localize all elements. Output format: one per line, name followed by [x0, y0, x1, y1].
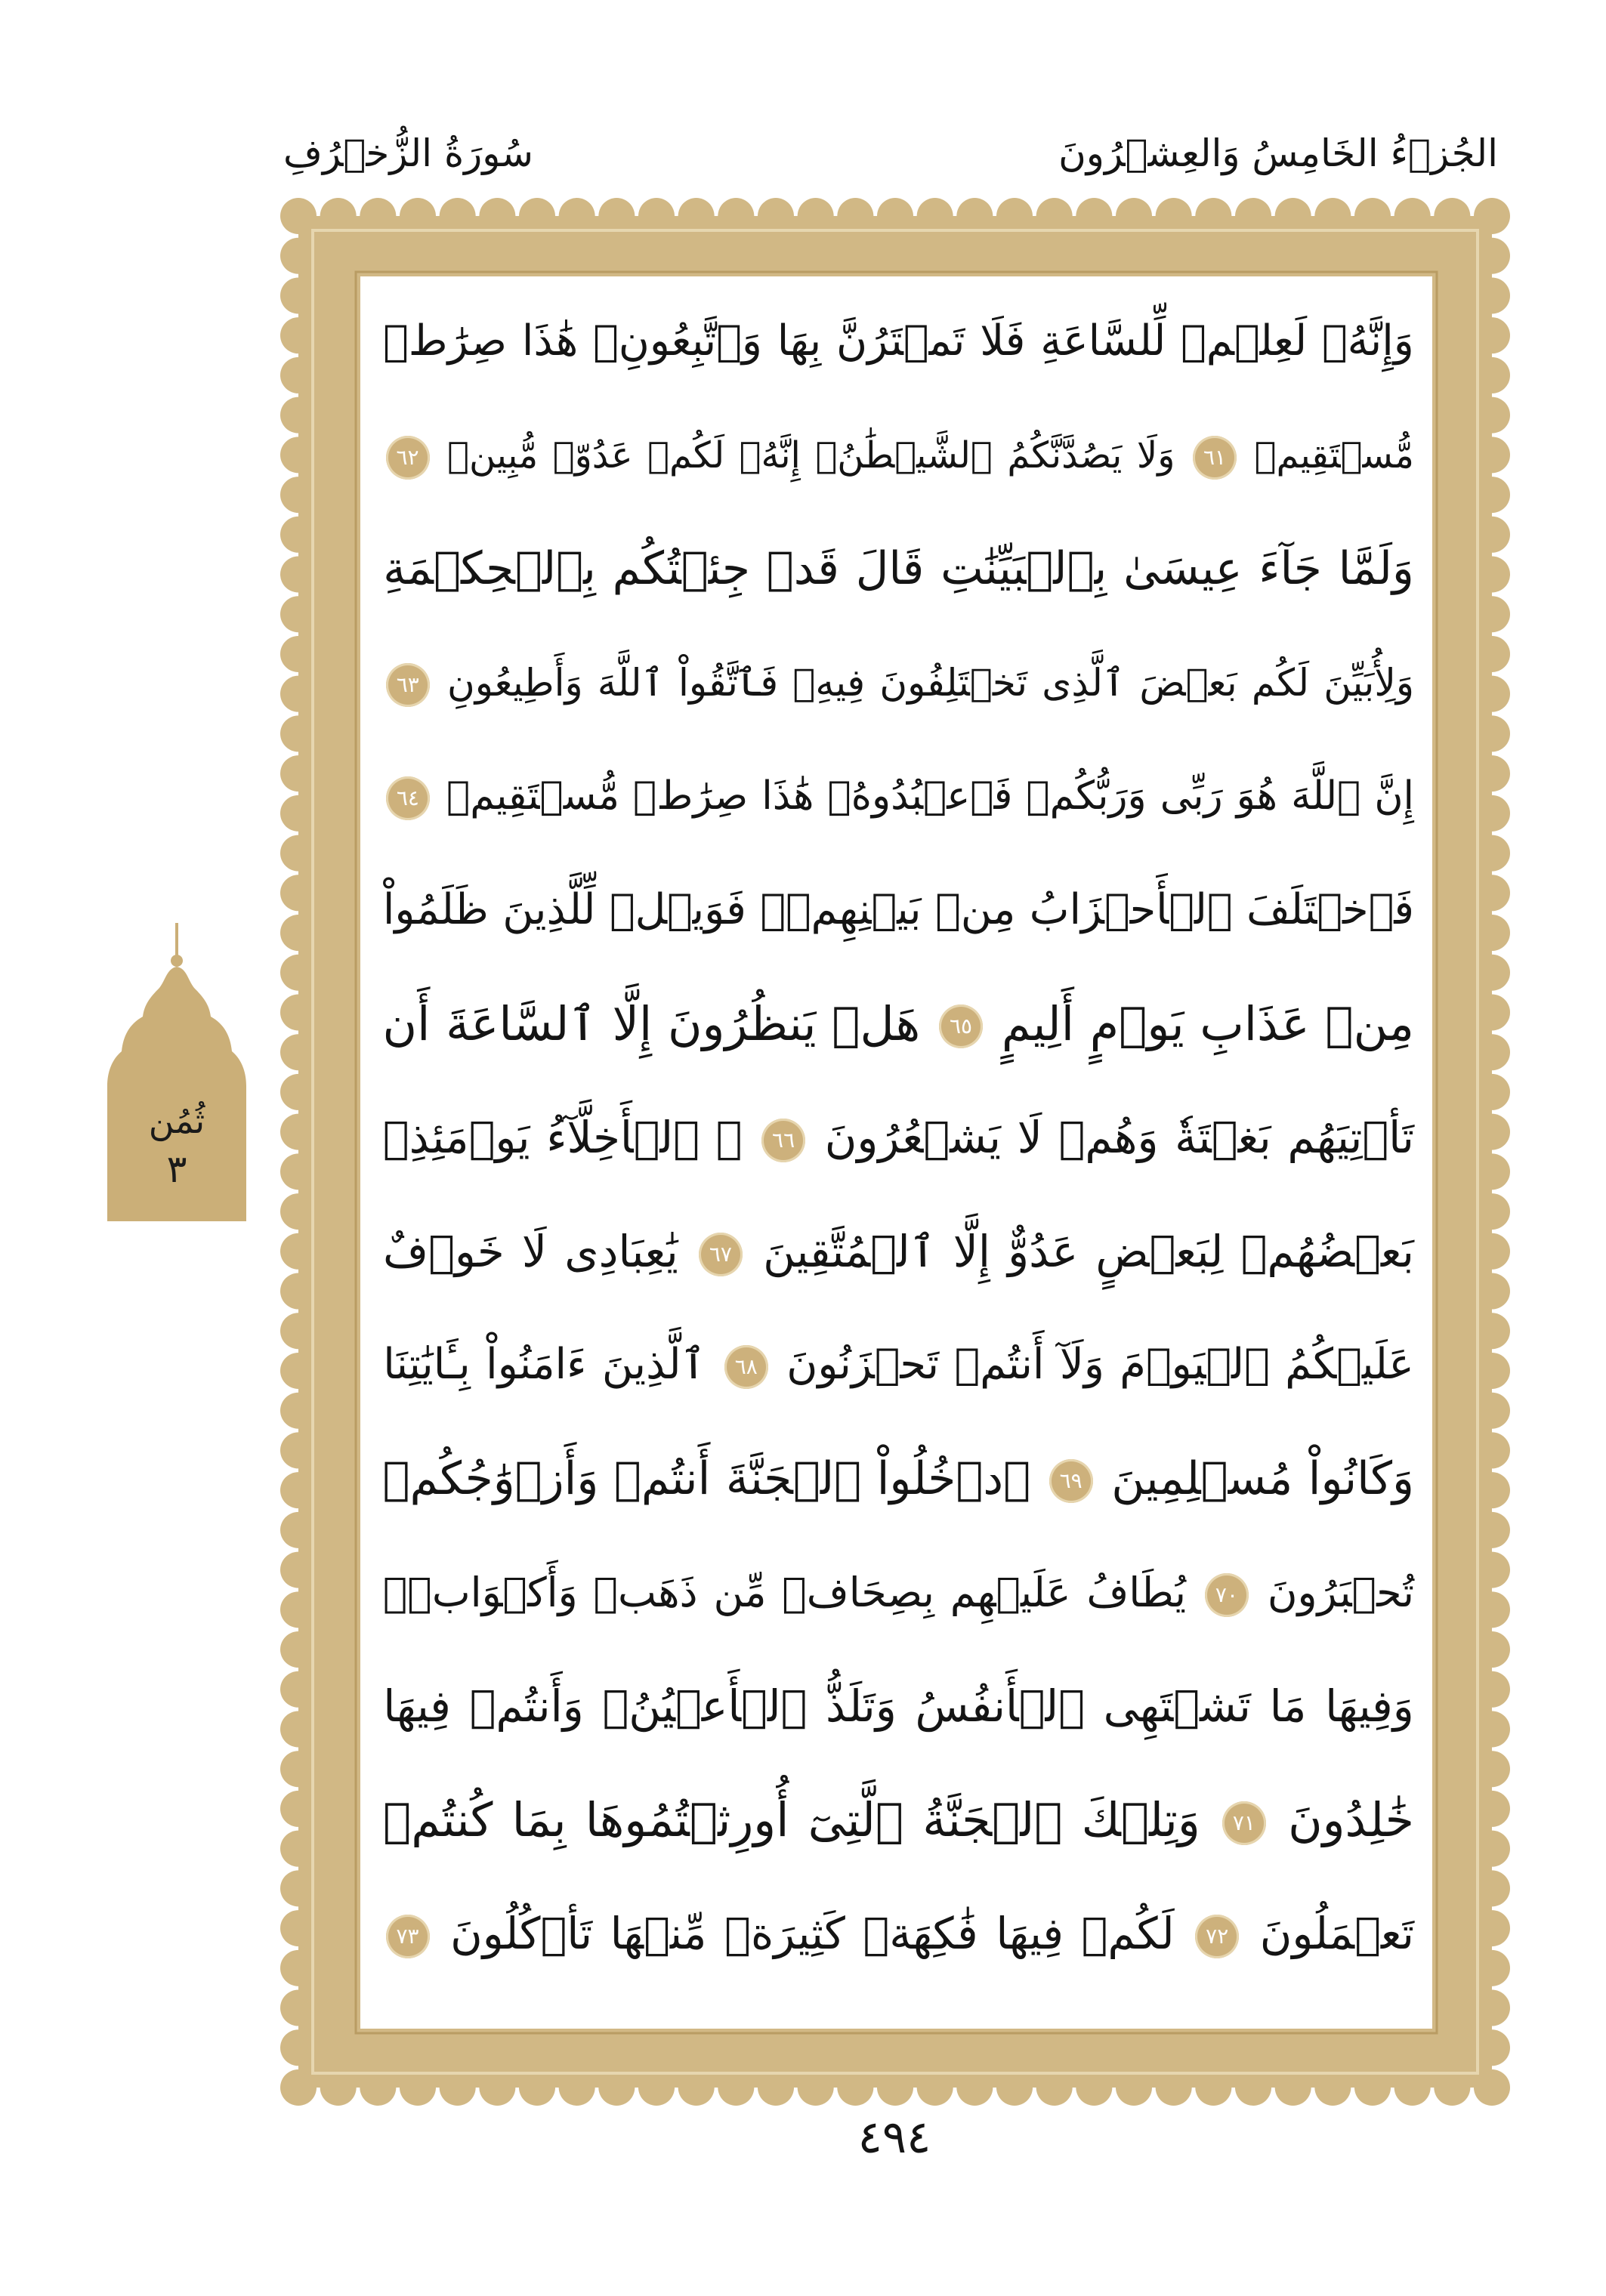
thumun-label: ثُمُن: [148, 1100, 205, 1141]
quran-line: [383, 1081, 1414, 1195]
verse-text: وَتِلۡكَ ٱلۡجَنَّةُ ٱلَّتِىٓ أُورِثۡتُمُوهَا بِمَا كُنتُمۡ: [383, 1791, 1200, 1847]
quran-line-content: [383, 626, 1414, 740]
quran-line: [383, 399, 1414, 513]
verse-number-badge: ٦٧: [699, 1233, 743, 1276]
verse-text: ٱدۡخُلُواْ ٱلۡجَنَّةَ أَنتُمۡ وَأَزۡوَٰجُكُمۡ: [382, 1452, 1031, 1505]
quran-line: [383, 739, 1414, 853]
quran-line-content: [383, 853, 1414, 967]
verse-number-badge: ٧١: [1222, 1801, 1266, 1845]
quran-line-content: [383, 1649, 1414, 1764]
verse-text: عَلَيۡكُمُ ٱلۡيَوۡمَ وَلَآ أَنتُمۡ تَحۡزَنُونَ: [786, 1340, 1414, 1390]
surah-title: سُورَةُ الزُّخۡرُفِ: [283, 131, 534, 175]
quran-line-content: [383, 739, 1414, 853]
quran-line-content: [383, 1195, 1414, 1309]
quran-line: [383, 1195, 1414, 1309]
quran-line-content: [383, 285, 1414, 399]
quran-line: [383, 1877, 1414, 1991]
quran-line-content: [383, 967, 1414, 1082]
quran-line: [383, 853, 1414, 967]
quran-line-content: [383, 512, 1414, 626]
verse-text: وَإِنَّهُۥ لَعِلۡمٞ لِّلسَّاعَةِ فَلَا تَمۡتَرُنَّ بِهَا وَٱتَّبِعُونِۚ هَٰذَا صِرَٰطٞ: [383, 316, 1414, 366]
quran-text-block: [383, 285, 1414, 1991]
verse-text: وَلِأُبَيِّنَ لَكُم بَعۡضَ ٱلَّذِى تَخۡتَلِفُونَ فِيهِۖ فَٱتَّقُواْ ٱللَّهَ وَأَطِيعُونِ: [447, 660, 1414, 705]
quran-line-content: [383, 1877, 1414, 1991]
quran-line-content: [383, 1422, 1414, 1536]
verse-number-badge: ٦٢: [386, 436, 430, 480]
verse-text: وَلَا يَصُدَّنَّكُمُ ٱلشَّيۡطَٰنُۖ إِنَّهُۥ لَكُمۡ عَدُوّٞ مُّبِينٞ: [447, 434, 1175, 477]
verse-number-badge: ٧٣: [386, 1915, 430, 1958]
verse-text: إِنَّ ٱللَّهَ هُوَ رَبِّى وَرَبُّكُمۡ فَٱعۡبُدُوهُۚ هَٰذَا صِرَٰطٞ مُّسۡتَقِيمٞ: [446, 773, 1414, 819]
verse-text: وَلَمَّا جَآءَ عِيسَىٰ بِٱلۡبَيِّنَٰتِ قَالَ قَدۡ جِئۡتُكُم بِٱلۡحِكۡمَةِ: [383, 542, 1414, 596]
thumun-marker: [105, 923, 249, 1221]
verse-text: تَأۡتِيَهُم بَغۡتَةٗ وَهُمۡ لَا يَشۡعُرُونَ: [824, 1112, 1414, 1164]
verse-number-badge: ٦٥: [939, 1004, 983, 1048]
marker-finial: [171, 955, 183, 967]
verse-text: ۞ ٱلۡأَخِلَّآءُ يَوۡمَئِذِۭ: [382, 1112, 743, 1164]
quran-line: [383, 626, 1414, 740]
verse-text: بَعۡضُهُمۡ لِبَعۡضٍ عَدُوٌّ إِلَّا ٱلۡمُتَّقِينَ: [763, 1225, 1414, 1277]
verse-text: خَٰلِدُونَ: [1288, 1791, 1414, 1847]
quran-line: [383, 512, 1414, 626]
verse-text: هَلۡ يَنظُرُونَ إِلَّا ٱلسَّاعَةَ أَن: [382, 995, 921, 1051]
verse-text: لَكُمۡ فِيهَا فَٰكِهَةٞ كَثِيرَةٞ مِّنۡهَا تَأۡكُلُونَ: [450, 1908, 1175, 1960]
verse-number-badge: ٦٦: [761, 1119, 805, 1162]
quran-line-content: [383, 1764, 1414, 1878]
quran-line-content: [383, 399, 1414, 513]
quran-line-content: [383, 1536, 1414, 1650]
verse-number-badge: ٦٩: [1049, 1459, 1093, 1503]
quran-line: [383, 967, 1414, 1082]
quran-line: [383, 1536, 1414, 1650]
quran-line-content: [383, 1081, 1414, 1195]
verse-text: مِنۡ عَذَابِ يَوۡمٍ أَلِيمٍ: [1001, 995, 1414, 1051]
verse-text: يَٰعِبَادِى لَا خَوۡفٌ: [383, 1225, 678, 1277]
verse-text: يُطَافُ عَلَيۡهِم بِصِحَافٖ مِّن ذَهَبٖ وَأَكۡوَابٖۖ: [383, 1568, 1187, 1616]
verse-text: ٱلَّذِينَ ءَامَنُواْ بِـَٔايَٰتِنَا: [383, 1340, 706, 1390]
verse-number-badge: ٦٣: [386, 663, 430, 707]
quran-line: [383, 1308, 1414, 1422]
verse-text: فَٱخۡتَلَفَ ٱلۡأَحۡزَابُ مِنۢ بَيۡنِهِمۡۖ فَوَيۡلٞ لِّلَّذِينَ ظَلَمُواْ: [382, 884, 1414, 934]
verse-text: وَفِيهَا مَا تَشۡتَهِى ٱلۡأَنفُسُ وَتَلَذُّ ٱلۡأَعۡيُنُۖ وَأَنتُمۡ فِيهَا: [383, 1680, 1414, 1733]
verse-number-badge: ٧٢: [1195, 1915, 1239, 1958]
verse-text: تُحۡبَرُونَ: [1267, 1568, 1414, 1616]
quran-line: [383, 1422, 1414, 1536]
quran-line-content: [383, 1308, 1414, 1422]
verse-text: تَعۡمَلُونَ: [1259, 1908, 1414, 1960]
thumun-number: ٣: [166, 1147, 187, 1191]
quran-line: [383, 1764, 1414, 1878]
quran-line: [383, 1649, 1414, 1764]
quran-line: [383, 285, 1414, 399]
verse-number-badge: ٦١: [1193, 436, 1237, 480]
verse-number-badge: ٧٠: [1205, 1573, 1249, 1617]
page-number: ٤٩٤: [857, 2111, 931, 2164]
verse-number-badge: ٦٤: [386, 776, 430, 820]
verse-text: وَكَانُواْ مُسۡلِمِينَ: [1111, 1452, 1414, 1505]
verse-number-badge: ٦٨: [724, 1345, 768, 1389]
juz-title: الجُزۡءُ الخَامِسُ وَالعِشۡرُونَ: [1058, 131, 1498, 175]
verse-text: مُّسۡتَقِيمٞ: [1254, 434, 1414, 477]
